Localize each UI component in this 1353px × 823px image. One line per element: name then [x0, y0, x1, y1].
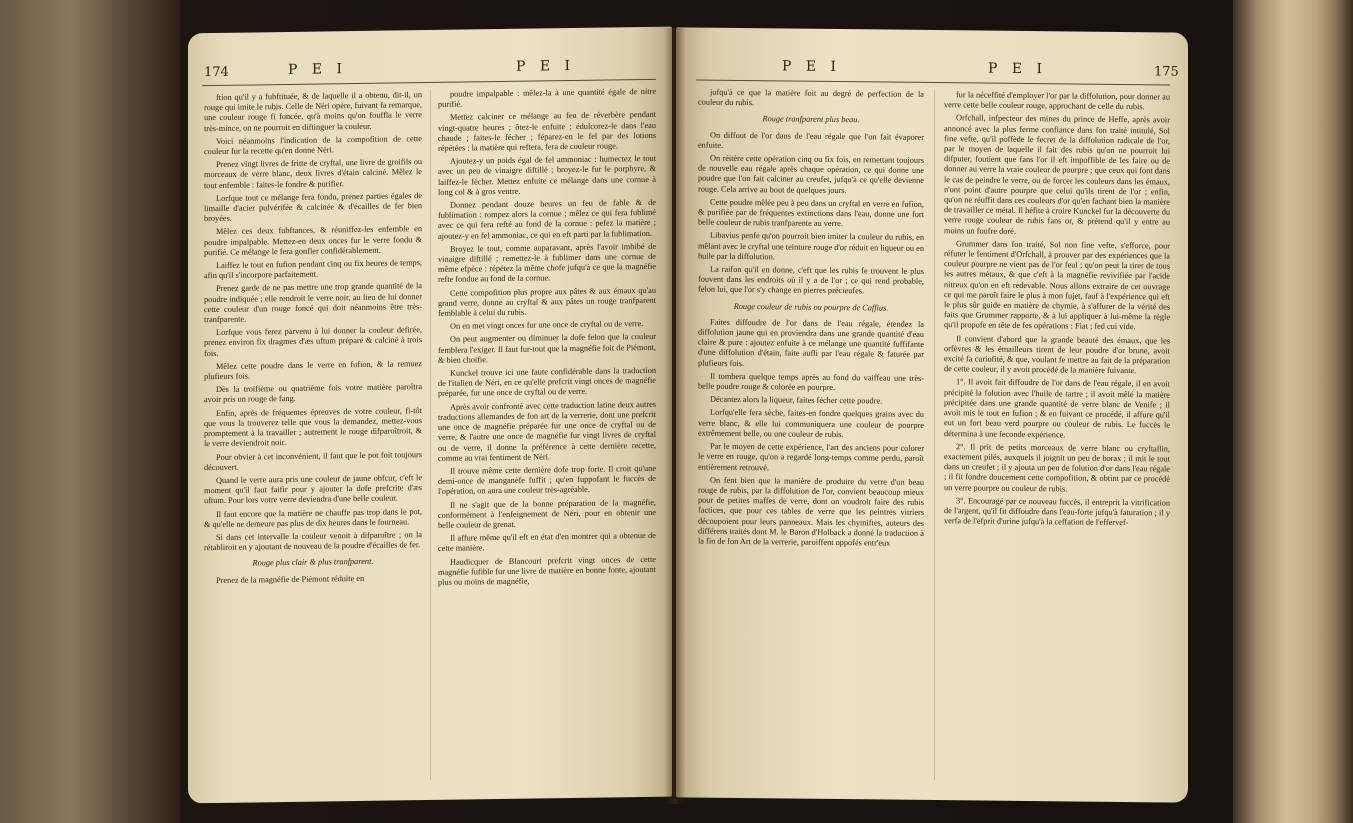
- text-column-2: [438, 87, 656, 780]
- paragraph: Cette poudre mêlée peu à peu dans un cryftal en verre en fufion, & purifiée par de fréquentes extinctions dans l'eau, donne une fort belle couleur de rubis tranfparente au verre.: [698, 197, 924, 229]
- right-page-stack: [1233, 0, 1353, 823]
- paragraph: Il affure même qu'il eft en état d'en montrer qui a obtenue de cette manière.: [438, 530, 656, 554]
- paragraph: Faites diffoudre de l'or dans de l'eau régale, étendez la diffolution jaune qui en proviendra dans une grande quantité d'eau claire & pure : ajoutez enfuite à ce mélange une quantité fuffifante d'une diffolution d'étain, faite aufli par l'eau régale & faturée par plufieurs fois.: [698, 317, 924, 368]
- paragraph: 2°. Il prit de petits morceaux de verre blanc ou cryftallin, exactement pilés, auxquels il joignit un peu de borax ; il mit le tout dans un creufet ; il y ajouta un peu de folution d'or dans l'eau régale ; il fit fondre doucement cette compofition, & obtint par ce procédé un verre pourpre ou couleur de rubis.: [944, 441, 1170, 493]
- header-rule: [696, 80, 1170, 86]
- page-number: 174: [204, 64, 229, 81]
- paragraph: Lorfqu'elle fera sèche, faites-en fondre quelques grains avec du verre blanc, & elle lui communiquera une couleur de pourpre extrêmement belle, ou une couleur de rubis.: [698, 408, 924, 439]
- paragraph: 3°. Encouragé par ce nouveau fuccès, il entreprit la vitrification de l'argent, qu'il fit diffoudre dans l'eau-forte jufqu'à faturation ; il y verfa de l'efprit d'urine jufqu'à la ceffation de l'effervef-: [944, 495, 1170, 528]
- paragraph: Après avoir confronté avec cette traduction latine deux autres traductions allemandes de fon art de la verrerie, dont une prefcrit une once de magnéfie préparée fur une once de cryftal ou de verre, & l'autre une once de magnéfie fur vingt livres de cryftal ou de verre, il donne la préférence à cette dernière recette, comme au vrai fentiment de Néri.: [438, 399, 656, 463]
- paragraph: Laiffez le tout en fufion pendant cinq ou fix heures de temps, afin qu'il s'incorpore parfaitement.: [204, 258, 422, 281]
- text-column-1: [698, 88, 924, 780]
- running-head: P E I: [516, 57, 576, 75]
- paragraph: Ajoutez-y un poids égal de fel ammoniac : humectez le tout avec un peu de vinaigre diftillé ; broyez-le fur le porphyre, & laiffez-le fécher. Mettez enfuite ce mélange dans une cornue à long col & à gros ventre.: [438, 154, 656, 197]
- paragraph: Dès la troifième ou quatrième fois votre matière paroîtra avoir pris un rouge de fang.: [204, 382, 422, 405]
- paragraph: La raifon qu'il en donne, c'eft que les rubis fe trouvent le plus fouvent dans les endroits où il y a de l'or ; ce qui rend probable, felon lui, que l'or s'y change en pierres précieufes.: [698, 264, 924, 296]
- paragraph: Lorfque tout ce mélange fera fondu, prenez parties égales de limaille d'acier pulvérifée & calcinée & d'écailles de fer bien broyées.: [204, 190, 422, 224]
- paragraph: fur la néceffité d'employer l'or par la diffolution, pour donner au verre cette belle couleur rouge, approchant de celle du rubis.: [944, 90, 1170, 112]
- paragraph: Cette compofition plus propre aux pâtes & aux émaux qu'au grand verre, donne au cryftal & aux pâtes un rouge tranfparent femblable à celui du rubis.: [438, 285, 656, 318]
- paragraph: Mêlez cette poudre dans le verre en fufion, & la remuez plufieurs fois.: [204, 358, 422, 382]
- paragraph: Pour obvier à cet inconvénient, il faut que le pot foit toujours découvert.: [204, 449, 422, 472]
- paragraph: Mêlez ces deux fubftances, & réuniffez-les enfemble en poudre impalpable. Mettez-en deux onces fur le verre fondu & purifié. Ce mélange le fera gonfler confidérablement.: [204, 224, 422, 257]
- paragraph: Quand le verre aura pris une couleur de jaune obfcur, c'eft le moment qu'il faut faifir pour y ajouter la dofe prefcrite d'æs uftum. Pour lors votre verre deviendra d'une belle couleur.: [204, 473, 422, 506]
- text-column-2: [944, 90, 1170, 782]
- paragraph: 1°. Il avoit fait diffoudre de l'or dans de l'eau régale, il en avoit précipité la folution avec l'huile de tartre ; il avoit mêlé la matière précipitée dans une grande quantité de verre blanc de Venife ; il avoit mis le tout en fufion ; & en fuivant ce procédé, il affure qu'il eut un fort beau verd pourpre ou couleur de rubis. Le fuccès le détermina à une feconde expérience.: [944, 377, 1170, 439]
- paragraph: Par le moyen de cette expérience, l'art des anciens pour colorer le verre en rouge, qu'on a regardé long-temps comme perdu, paroît entièrement retrouvé.: [698, 441, 924, 472]
- paragraph: Si dans cet intervalle la couleur venoit à difparoître ; on la rétabliroit en y ajoutant de nouveau de la poudre d'écailles de fer.: [204, 530, 422, 553]
- left-page: [188, 27, 672, 804]
- paragraph: Haudicquer de Blancourt prefcrit vingt onces de cette magnéfie fufible fur une livre de matière en bonne fonte, ajoutant plus ou moins de magnéfie,: [438, 554, 656, 587]
- paragraph: Orfchall, infpecteur des mines du prince de Heffe, après avoir annoncé avec la plus ferme confiance dans fon traité intitulé, Sol fine vefte, qu'il poffède le fecret de la diffolution radicale de l'or, par le moyen de laquelle il fait des rubis qu'on ne pourroit lui difputer, foutient que fans l'or il eft impoffible de les faire ou de donner au verre la vraie couleur de pourpre ; que ceux qui font dans le cas de peindre le verre, ou de forcer les couleurs dans les émaux, n'ont point d'autre pourpre que celui qu'ils tirent de l'or ; enfin, qu'on ne réuffit dans ces couleurs d'or qu'en fachant bien la manière de travailler ce métal. Il héfite à croire Kunckel fur la découverte du verre rouge couleur de rubis fans or, & prétend qu'il y entre au moins un foufre doré.: [944, 113, 1170, 236]
- paragraph: On peut augmenter ou diminuer la dofe felon que la couleur femblera l'exiger. Il faut fur-tout que la magnéfie foit de Piémont, & bien choifie.: [438, 332, 656, 365]
- left-book-edge: [0, 0, 180, 823]
- paragraph: Enfin, après de fréquentes épreuves de votre couleur, fi-tôt que vous la trouverez telle que vous la demandez, mettez-vous promptement à la travailler ; autrement le rouge difparoîtroit, & le verre deviendroit noir.: [204, 405, 422, 449]
- paragraph: ftion qu'il y a fubftituée, & de laquelle il a obtenu, dit-il, un rouge qui imite le rubis. Celle de Néri opère, fuivant fa remarque, une couleur rouge fi foncée, qu'à moins qu'on fouffla le verre très-mince, on ne pourroit en diftinguer la couleur.: [204, 90, 422, 133]
- paragraph: On diffout de l'or dans de l'eau régale que l'on fait évaporer enfuite.: [698, 130, 924, 150]
- running-head: P E I: [782, 58, 842, 76]
- paragraph: Libavius penfe qu'on pourroit bien imiter la couleur du rubis, en mêlant avec le cryftal une teinture rouge d'or réduit en liqueur ou en huile par la diffolution.: [698, 231, 924, 262]
- paragraph: Broyez le tout, comme auparavant, après l'avoir imbibé de vinaigre diftillé ; remettez-le à fublimer dans une cornue de même efpèce : répétez la même chofe jufqu'à ce que la magnéfie refte fondue au fond de la cornue.: [438, 241, 656, 285]
- page-number: 175: [1154, 64, 1179, 80]
- paragraph: Décantez alors la liqueur, faites fécher cette poudre.: [710, 394, 883, 406]
- paragraph: Prenez garde de ne pas mettre une trop grande quantité de la poudre indiquée ; elle rendroit le verre noir, au lieu de lui donner cette couleur d'un rouge foncé qui doit néanmoins être très-tranfparente.: [204, 281, 422, 325]
- paragraph: Voici néanmoins l'indication de la compofition de cette couleur fur la recette qu'en donne Néri.: [204, 133, 422, 157]
- paragraph: Lorfque vous ferez parvenu à lui donner la couleur defirée, prenez environ fix dragmes d'æs uftum préparé & calciné à trois fois.: [204, 325, 422, 358]
- paragraph: Prenez vingt livres de fritte de cryftal, une livre de groifils ou morceaux de verre blanc, deux livres d'étain calciné. Mêlez le tout enfemble : faites-le fondre & purifier.: [204, 157, 422, 190]
- paragraph: Kunckel trouve ici une faute confidérable dans la traduction de l'italien de Néri, en ce qu'elle prefcrit vingt onces de magnéfie préparée, fur une once de cryftal ou de verre.: [438, 365, 656, 399]
- paragraph: Mettez calciner ce mélange au feu de réverbère pendant vingt-quatre heures ; ôtez-le enfuite ; édulcorez-le dans l'eau chaude ; faites-le fécher ; féparez-en le fel par des lotions répétées : la matière qui reftera, fera de couleur rouge.: [438, 110, 656, 153]
- text-column-1: [204, 90, 422, 783]
- section-heading: Rouge plus clair & plus tranfparent.: [252, 557, 374, 568]
- book-gutter: [664, 28, 686, 804]
- column-divider: [934, 90, 935, 780]
- paragraph: Prenez de la magnéfie de Piémont réduite en: [216, 573, 365, 585]
- paragraph: On réitère cette opération cinq ou fix fois, en remettant toujours de nouvelle eau régale après chaque opération, ce qui donne une poudre que l'on fait calciner au creufet, jufqu'à ce qu'elle devienne rouge. Cela arrive au bout de quelques jours.: [698, 153, 924, 195]
- paragraph: jufqu'à ce que la matière foit au degré de perfection de la couleur du rubis.: [698, 87, 924, 108]
- paragraph: On en met vingt onces fur une once de cryftal ou de verre.: [450, 319, 644, 331]
- running-head: P E I: [288, 61, 348, 78]
- paragraph: Donnez pendant douze heures un feu de fable & de fublimation : rompez alors la cornue ; mêlez ce qui fera fublimé avec ce qui fera refté au fond de la cornue : pefez la matière ; ajoutez-y en fel ammoniac, ce qui en eft parti par la fublimation.: [438, 197, 656, 241]
- paragraph: Il tombera quelque temps après au fond du vaiffeau une très-belle poudre rouge & colorée en pourpre.: [698, 371, 924, 393]
- paragraph: Grummer dans fon traité, Sol non fine vefte, s'efforce, pour réfuter le fentiment d'Orfchall, à prouver par des expériences que la couleur pourpre ne vient pas de l'or feul ; qu'on peut la tirer de tous les autres métaux, & que c'eft à la magnéfie revivifiée par l'acide nitreux qu'on en eft redevable. Nous allons extraire de cet ouvrage ce qui me paroît faire le plus à mon fujet, fauf à l'expérience qui eft le plus sûr guide en matière de chymie, à s'affurer de la vérité des faits que Grummer rapporte, & à lui appliquer à lui-même la règle qu'il propofe en tête de fes opérations : Fiat ; fed cui vide.: [944, 239, 1170, 332]
- section-heading: Rouge couleur de rubis ou pourpre de Caffius.: [733, 301, 889, 313]
- section-heading: Rouge tranfparent plus beau.: [762, 114, 860, 125]
- header-rule: [202, 79, 656, 86]
- right-page: [676, 27, 1188, 802]
- paragraph: Il convient d'abord que la grande beauté des émaux, que les orfèvres & les émailleurs tirent de leur poudre d'or brune, avoit excité fa curiofité, & que, voulant fe mettre au fait de la préparation de cette couleur, il y avoit procédé de la manière fuivante.: [944, 333, 1170, 376]
- column-divider: [430, 90, 431, 780]
- paragraph: On fent bien que la manière de produire du verre d'un beau rouge de rubis, par la diffolution de l'or, convient beaucoup mieux pour de petites maffes de verre, dont on voudroit faire des rubis factices, que pour ces tables de verre que les peintres vitriers découpoient pour leurs panneaux. Mais les chymiftes, auteurs des différens traités dont M. le Baron d'Holback a donné la traduction à la fin de fon Art de la verrerie, paroiffent oppofés entr'eux: [698, 475, 924, 548]
- running-head: P E I: [988, 60, 1048, 78]
- paragraph: poudre impalpable : mêlez-la à une quantité égale de nitre purifié.: [438, 86, 656, 110]
- paragraph: Il trouve même cette dernière dofe trop forte. Il croit qu'une demi-once de manganèfe fuffit ; qu'en fuppofant le fuccès de l'opération, on aura une couleur très-agréable.: [438, 463, 656, 497]
- paragraph: Il ne s'agit que de la bonne préparation de la magnéfie, conformément à l'enfeignement de Néri, pour en obtenir une belle couleur de grenat.: [438, 497, 656, 530]
- paragraph: Il faut encore que la matière ne chauffe pas trop dans le pot, & qu'elle ne demeure pas plus de dix heures dans le fourneau.: [204, 506, 422, 529]
